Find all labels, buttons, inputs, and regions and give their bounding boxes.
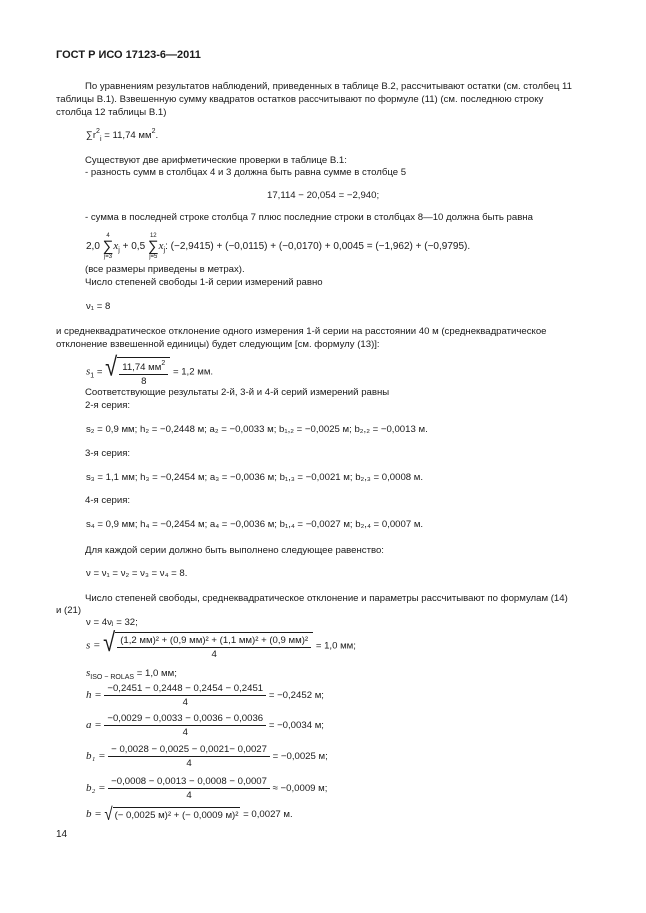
- series-results: s₄ = 0,9 мм; h₄ = −0,2454 м; a₄ = −0,0036 м; b₁,₄ = −0,0027 м; b₂,₄ = 0,0007 м.: [86, 519, 424, 530]
- document-header: ГОСТ Р ИСО 17123-6—2011: [56, 49, 201, 61]
- formula-a: a = $\frac{-0,0029 - 0,0033 - 0,0036 - 0,0036}{4}$ = −0,0034 м;: [86, 713, 324, 739]
- formula-h: h = $\frac{-0,2451 - 0,2448 - 0,2454 - 0,2451}{4}$ = −0,2452 м;: [86, 683, 324, 709]
- paragraph-line: Число степеней свободы 1-й серии измерений равно: [85, 277, 323, 288]
- formula-b: b = √ (− 0,0025 м)² + (− 0,0009 м)² = 0,0027 м.: [86, 804, 293, 825]
- formula-check-sum: 2,0 4 ∑ j=3 $x_j + 0,5$ 12 ∑ j=5 $x_j$: (−2,9415) + (−0,0115) + (−0,0170) + 0,0045 = (−1,962) + (−0,9795).: [86, 233, 471, 260]
- formula-s: s = √ $\frac{\text{(1,2 мм)² + (0,9 мм)² + (1,1 мм)² + (0,9 мм)²}}{4}$ = 1,0 мм;: [86, 626, 356, 661]
- page-number: 14: [56, 829, 68, 840]
- sum-symbol: 12 ∑ j=5: [147, 233, 159, 260]
- paragraph-line: Соответствующие результаты 2-й, 3-й и 4-й серий измерений равны: [85, 387, 390, 398]
- formula-rhs: = 11,74 мм: [104, 130, 152, 141]
- square-root: √ $\frac{11,74 мм^2}{8}$: [105, 357, 170, 387]
- formula-nu1: ν₁ = 8: [86, 301, 111, 312]
- series-label: 3-я серия:: [85, 448, 131, 459]
- paragraph-line: и среднеквадратическое отклонение одного измерения 1-й серии на расстоянии 40 м (среднеквадратическое: [56, 326, 547, 337]
- square-root: √ (− 0,0025 м)² + (− 0,0009 м)²: [104, 804, 239, 825]
- formula-b2: b₂ = $\frac{-0,0008 - 0,0013 - 0,0008 - 0,0007}{4}$ ≈ −0,0009 м;: [86, 776, 328, 802]
- paragraph-line: По уравнениям результатов наблюдений, приведенных в таблице В.2, рассчитывают остатки (см. столбец 11: [85, 81, 572, 92]
- formula-nu: ν = 4νⱼ = 32;: [86, 617, 138, 628]
- paragraph-line: - разность сумм в столбцах 4 и 3 должна быть равна сумме в столбце 5: [85, 167, 407, 178]
- paragraph-line: таблицы В.1). Взвешенную сумму квадратов остатков рассчитывают по формуле (11) (см. последнюю строку: [56, 94, 544, 105]
- paragraph-line: и (21): [56, 605, 82, 616]
- square-root: √ $\frac{\text{(1,2 мм)² + (0,9 мм)² + (1,1 мм)² + (0,9 мм)²}}{4}$: [103, 632, 313, 660]
- paragraph-line: (все размеры приведены в метрах).: [85, 264, 245, 275]
- paragraph-line: Для каждой серии должно быть выполнено следующее равенство:: [85, 545, 384, 556]
- series-label: 4-я серия:: [85, 495, 131, 506]
- paragraph-line: столбца 12 таблицы В.1): [56, 107, 167, 118]
- paragraph-line: - сумма в последней строке столбца 7 плюс последние строки в столбцах 8—10 должна быть равна: [85, 212, 533, 223]
- paragraph-line: Существуют две арифметические проверки в таблице В.1:: [85, 155, 347, 166]
- formula-sum-residuals: $\sum r^2_i = 11,74$ $мм^2$.: [86, 128, 159, 143]
- series-label: 2-я серия:: [85, 400, 131, 411]
- formula-s1: $s_1$ = √ $\frac{11,74 мм^2}{8}$ = 1,2 мм.: [86, 351, 214, 388]
- paragraph-line: отклонение взвешенной единицы) будет следующим [см. формулу (13)]:: [56, 339, 380, 350]
- formula-lhs: ∑r: [86, 130, 97, 141]
- formula-difference: 17,114 − 20,054 = −2,940;: [267, 190, 380, 201]
- formula-b1: b₁ = $\frac{- 0,0028 - 0,0025 - 0,0021- 0,0027}{4}$ = −0,0025 м;: [86, 744, 328, 770]
- paragraph-line: Число степеней свободы, среднеквадратическое отклонение и параметры рассчитывают по формулам (14): [85, 593, 568, 604]
- series-results: s₃ = 1,1 мм; h₃ = −0,2454 м; a₃ = −0,0036 м; b₁,₃ = −0,0021 м; b₂,₃ = 0,0008 м.: [86, 472, 424, 483]
- formula-s-iso: $s_{ISO - ROLAS} = 1,0$ мм;: [86, 667, 177, 681]
- series-results: s₂ = 0,9 мм; h₂ = −0,2448 м; a₂ = −0,0033 м; b₁,₂ = −0,0025 м; b₂,₂ = −0,0013 м.: [86, 424, 428, 435]
- formula-nu-equality: ν = ν₁ = ν₂ = ν₃ = ν₄ = 8.: [86, 568, 188, 579]
- sum-symbol: 4 ∑ j=3: [102, 233, 114, 260]
